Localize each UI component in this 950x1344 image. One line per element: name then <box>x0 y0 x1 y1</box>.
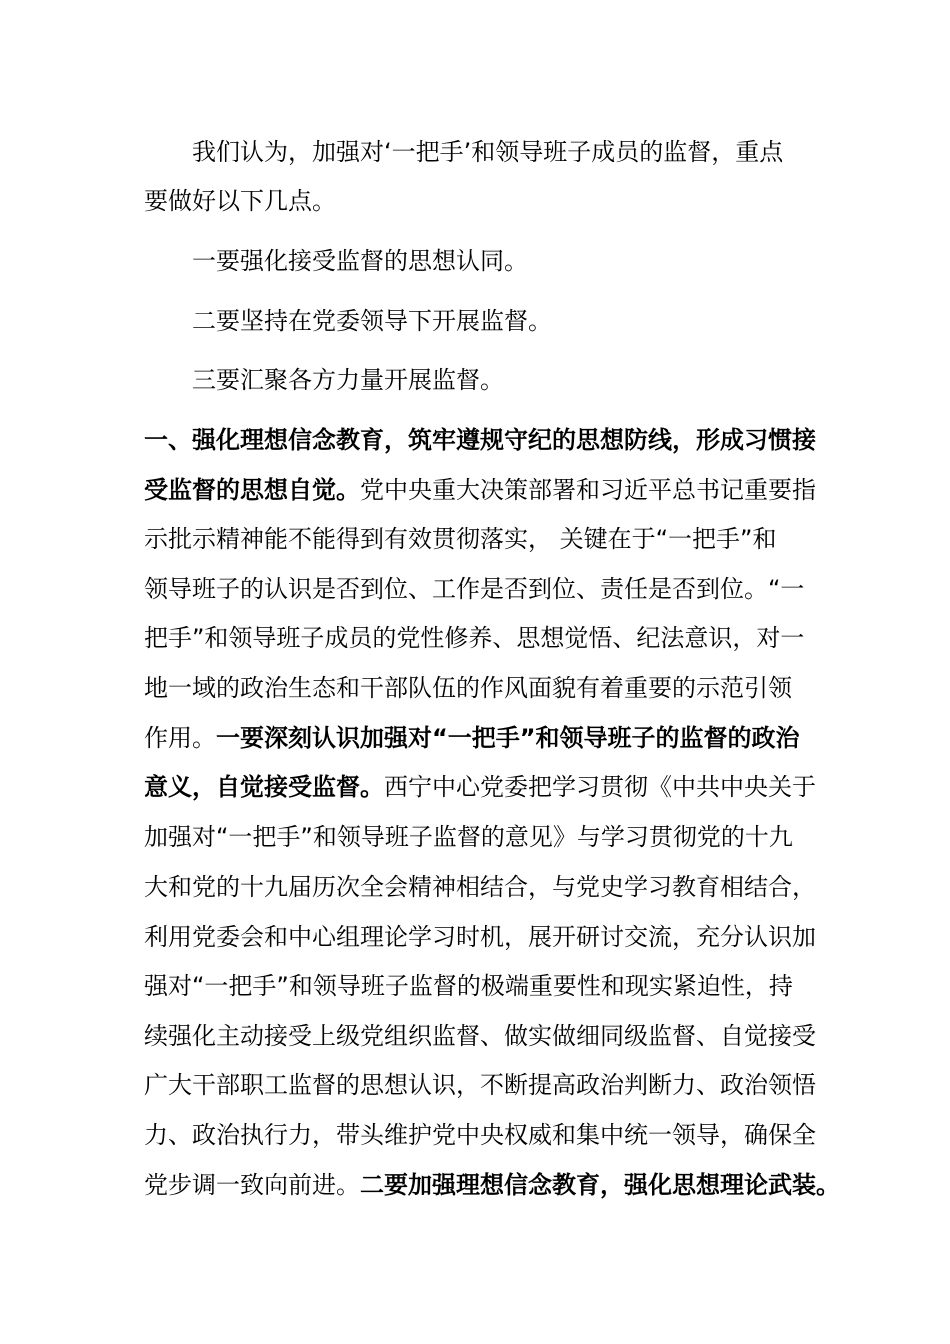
section-line-12: 强对“一把手”和领导班子监督的极端重要性和现实紧迫性，持 <box>144 972 793 1000</box>
section-line-13: 续强化主动接受上级党组织监督、做实做细同级监督、自觉接受 <box>144 1022 816 1050</box>
section-heading: 一、强化理想信念教育，筑牢遵规守纪的思想防线，形成习惯接 <box>144 426 816 454</box>
section-line-7 <box>144 723 800 753</box>
section-heading-cont: 受监督的思想自觉。 <box>144 476 360 504</box>
subpoint-1-heading-cont: 意义，自觉接受监督。 <box>144 773 384 801</box>
point-3: 三要汇聚各方力量开展监督。 <box>192 366 504 394</box>
section-line-7-text: 作用。 <box>144 724 216 752</box>
point-2: 二要坚持在党委领导下开展监督。 <box>192 307 552 335</box>
section-line-15: 力、政治执行力，带头维护党中央权威和集中统一领导，确保全 <box>144 1121 816 1149</box>
section-line-2 <box>144 475 816 505</box>
section-line-5: 把手”和领导班子成员的党性修养、思想觉悟、纪法意识，对一 <box>144 624 805 652</box>
section-line-11: 利用党委会和中心组理论学习时机，展开研讨交流，充分认识加 <box>144 923 816 951</box>
subpoint-2-heading: 二要加强理想信念教育，强化思想理论武装。 <box>360 1171 840 1199</box>
intro-line-2: 要做好以下几点。 <box>144 187 336 215</box>
point-1: 一要强化接受监督的思想认同。 <box>192 247 528 275</box>
section-line-2-text: 党中央重大决策部署和习近平总书记重要指 <box>360 476 816 504</box>
intro-line-1: 我们认为，加强对‘一把手’和领导班子成员的监督，重点 <box>192 138 784 166</box>
section-line-8-text: 西宁中心党委把学习贯彻《中共中央关于 <box>384 773 816 801</box>
section-line-16-text: 党步调一致向前进。 <box>144 1171 360 1199</box>
section-line-9: 加强对“一把手”和领导班子监督的意见》与学习贯彻党的十九 <box>144 823 793 851</box>
section-line-8 <box>144 772 816 802</box>
section-line-6: 地一域的政治生态和干部队伍的作风面貌有着重要的示范引领 <box>144 674 792 702</box>
subpoint-1-heading: 一要深刻认识加强对“一把手”和领导班子的监督的政治 <box>216 724 800 752</box>
section-line-10: 大和党的十九届历次全会精神相结合，与党史学习教育相结合， <box>144 873 816 901</box>
section-line-14: 广大干部职工监督的思想认识，不断提高政治判断力、政治领悟 <box>144 1071 816 1099</box>
section-line-4: 领导班子的认识是否到位、工作是否到位、责任是否到位。“一 <box>144 575 805 603</box>
section-line-16 <box>144 1170 840 1200</box>
section-line-3: 示批示精神能不能得到有效贯彻落实， 关键在于“一把手”和 <box>144 525 777 553</box>
